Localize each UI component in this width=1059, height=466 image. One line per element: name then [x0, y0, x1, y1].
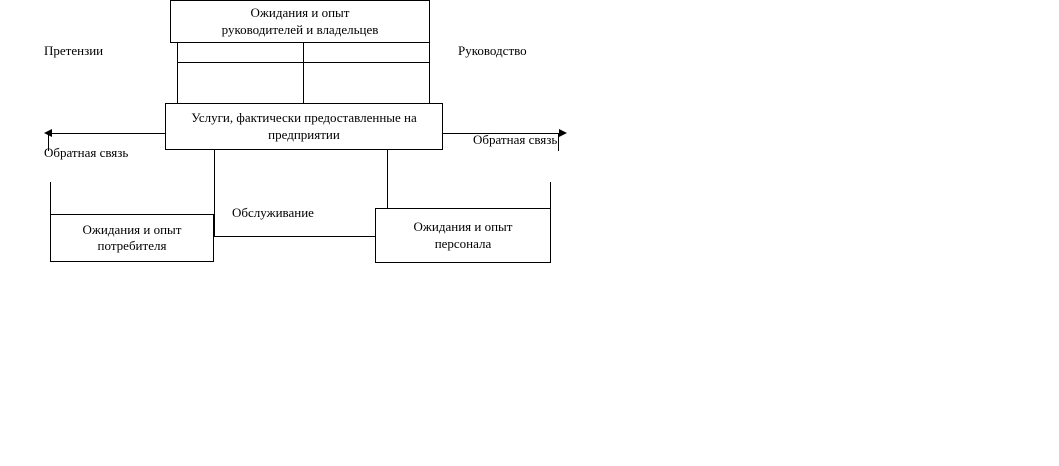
connector-top-left-vertical	[177, 42, 178, 103]
box-middle-line-2: предприятии	[268, 126, 340, 142]
bottom-left-outer-stub	[50, 182, 51, 214]
box-top-line-2: руководителей и владельцев	[221, 21, 379, 37]
box-middle-line-1: Услуги, фактически предоставленные на	[191, 110, 417, 126]
box-staff-expectations	[375, 208, 551, 263]
feedback-left-line	[48, 133, 165, 134]
box-bottom-right-line-2: персонала	[434, 235, 492, 251]
label-feedback-right: Обратная связь	[473, 132, 558, 147]
label-service: Обслуживание	[232, 205, 314, 220]
box-actual-services	[165, 103, 443, 150]
connector-service-horizontal	[214, 236, 388, 237]
feedback-left-arrowhead	[44, 129, 52, 137]
feedback-right-arrowhead	[559, 129, 567, 137]
label-management: Руководство	[458, 43, 527, 58]
box-bottom-right-line-1: Ожидания и опыт	[413, 219, 513, 235]
box-bottom-left-line-2: потребителя	[97, 238, 167, 253]
connector-top-center-vertical	[303, 42, 304, 103]
box-bottom-left-line-1: Ожидания и опыт	[82, 221, 182, 237]
connector-top-right-vertical	[429, 42, 430, 103]
box-top-line-1: Ожидания и опыт	[250, 5, 350, 21]
box-top-management-expectations	[170, 0, 430, 43]
connector-bottom-left-vertical	[214, 150, 215, 236]
box-consumer-expectations	[50, 214, 214, 262]
label-feedback-left: Обратная связь	[44, 145, 129, 160]
label-claims: Претензии	[44, 43, 104, 58]
connector-top-horizontal	[177, 62, 430, 63]
